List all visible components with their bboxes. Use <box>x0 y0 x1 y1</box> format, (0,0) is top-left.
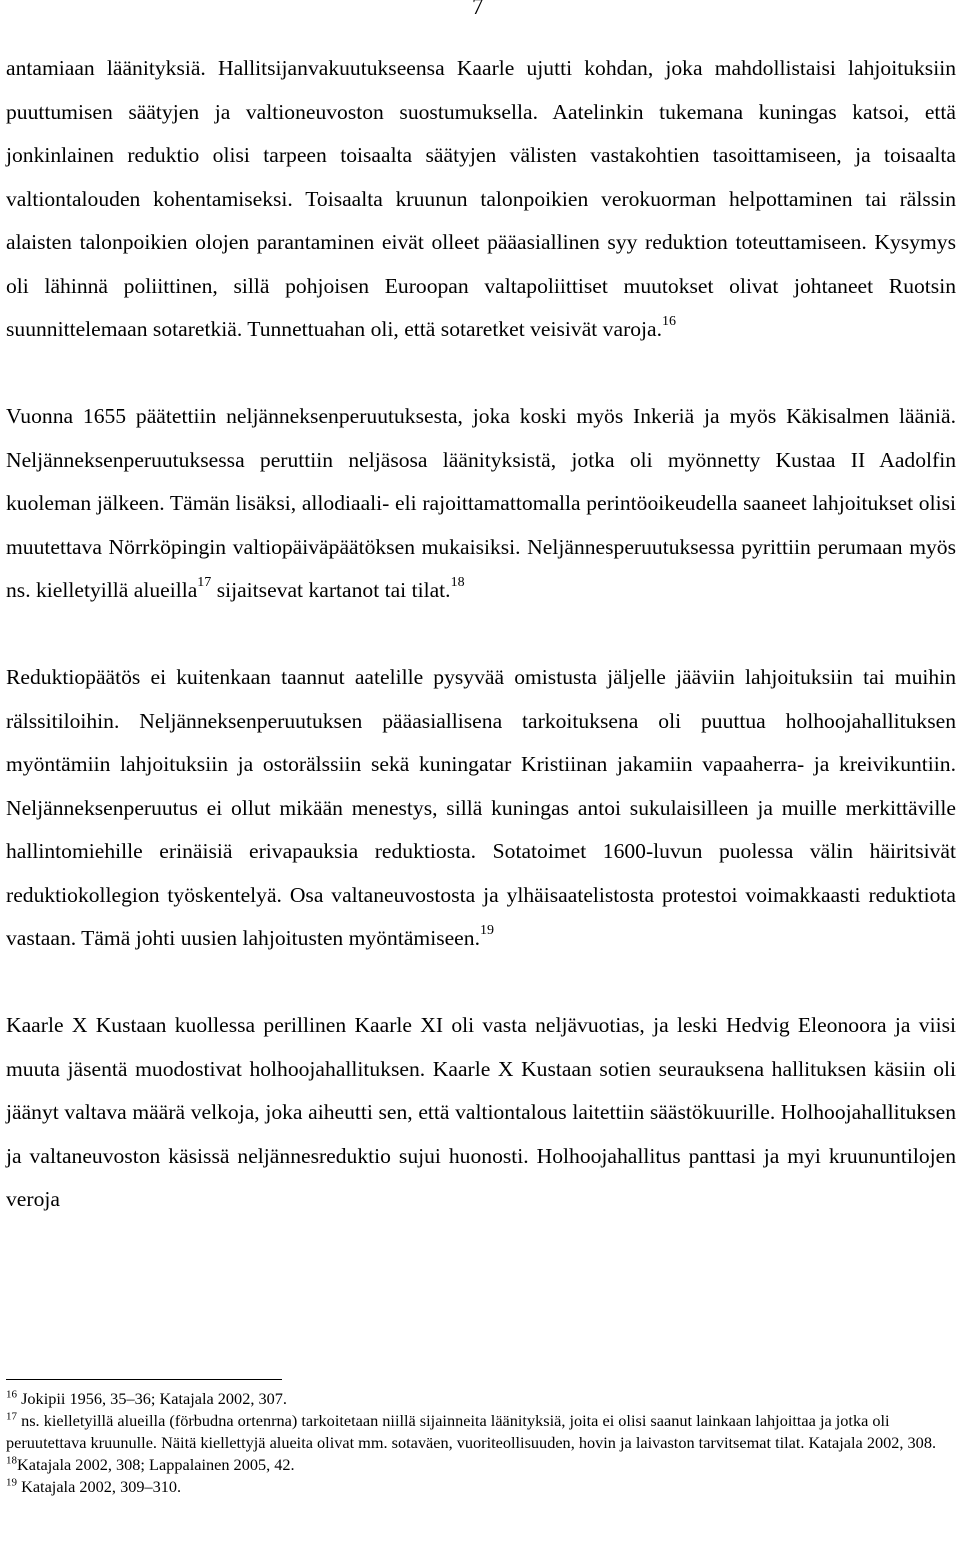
footnote-19 <box>6 1476 956 1498</box>
footnote-17 <box>6 1410 956 1454</box>
paragraph-2-text-1: Vuonna 1655 päätettiin neljänneksenperuutuksesta, joka koski myös Inkeriä ja myös Käkisalmen lääniä. Neljänneksenperuutuksessa peruttiin neljäsosa läänityksistä, jotka oli myönnetty Kustaa II Aadolfin kuoleman jälkeen. Tämän lisäksi, allodiaali- eli rajoittamattomalla perintöoikeudella saaneet lahjoitukset olisi muutettava Nörrköpingin valtiopäiväpäätöksen mukaisiksi. Neljännesperuutuksessa pyrittiin perumaan myös ns. kielletyillä alueilla <box>6 404 956 602</box>
footnote-number: 18 <box>6 1454 17 1467</box>
footnote-16 <box>6 1388 956 1410</box>
footnote-divider <box>6 1379 282 1380</box>
page-number: 7 <box>472 0 484 19</box>
footnote-text: Katajala 2002, 309–310. <box>17 1477 182 1496</box>
paragraph-2-text-2: sijaitsevat kartanot tai tilat. <box>211 578 451 602</box>
footnote-text: ns. kielletyillä alueilla (förbudna ortenrna) tarkoitetaan niillä sijainneita läänityksiä, joita ei olisi saanut lainkaan lahjoittaa ja jotka oli peruutettava kruunulle. Näitä kiellettyjä alueita olivat mm. sotaväen, vuoriteollisuuden, hovin ja laivaston tarvitsemat tilat. Katajala 2002, 308. <box>6 1411 937 1452</box>
footnote-ref-19: 19 <box>479 922 494 938</box>
footnote-number: 17 <box>6 1410 17 1423</box>
paragraph-4 <box>6 1004 956 1222</box>
body-text <box>6 47 956 1222</box>
paragraph-4-text-1: Kaarle X Kustaan kuollessa perillinen Kaarle XI oli vasta neljävuotias, ja leski Hedvig Eleonoora ja viisi muuta jäsentä muodostivat holhoojahallituksen. Kaarle X Kustaan sotien seurauksena hallituksen käsiin oli jäänyt valtava määrä velkoja, joka aiheutti sen, että valtiontalous laitettiin säästökuurille. Holhoojahallituksen ja valtaneuvoston käsissä neljännesreduktio sujui huonosti. Holhoojahallitus panttasi ja myi kruununtilojen veroja <box>6 1013 956 1211</box>
footnote-ref-17: 17 <box>197 574 212 590</box>
footnote-ref-18: 18 <box>450 574 465 590</box>
paragraph-3 <box>6 656 956 961</box>
paragraph-3-text-1: Reduktiopäätös ei kuitenkaan taannut aatelille pysyvää omistusta jäljelle jääviin lahjoituksiin tai muihin rälssitiloihin. Neljänneksenperuutuksen pääasiallisena tarkoituksena oli puuttua holhoojahallituksen myöntämiin lahjoituksiin ja ostorälssiin sekä kuningatar Kristiinan jakamiin vapaaherra- ja kreivikuntiin. Neljänneksenperuutus ei ollut mikään menestys, sillä kuningas antoi sukulaisilleen ja muille merkittäville hallintomiehille erinäisiä erivapauksia reduktiosta. Sotatoimet 1600-luvun puolessa välin häiritsivät reduktiokollegion työskentelyä. Osa valtaneuvostosta ja ylhäisaatelistosta protestoi voimakkaasti reduktiota vastaan. Tämä johti uusien lahjoitusten myöntämiseen. <box>6 665 956 950</box>
footnote-text: Jokipii 1956, 35–36; Katajala 2002, 307. <box>17 1389 287 1408</box>
footnote-text: Katajala 2002, 308; Lappalainen 2005, 42. <box>17 1455 295 1474</box>
paragraph-1-text-1: antamiaan läänityksiä. Hallitsijanvakuutukseensa Kaarle ujutti kohdan, joka mahdollistaisi lahjoituksiin puuttumisen säätyjen ja valtioneuvoston suostumuksella. Aatelinkin tukemana kuningas katsoi, että jonkinlainen reduktio olisi tarpeen toisaalta säätyjen välisten vastakohtien tasoittamiseen, ja toisaalta valtiontalouden kohentamiseksi. Toisaalta kruunun talonpoikien verokuorman helpottaminen tai rälssin alaisten talonpoikien olojen parantaminen eivät olleet pääasiallinen syy reduktion toteuttamiseen. Kysymys oli lähinnä poliittinen, sillä pohjoisen Euroopan valtapoliittiset muutokset olivat johtaneet Ruotsin suunnittelemaan sotaretkiä. Tunnettuahan oli, että sotaretket veisivät varoja. <box>6 56 956 341</box>
footnote-ref-16: 16 <box>662 313 677 329</box>
footnote-number: 19 <box>6 1476 17 1489</box>
footnote-18 <box>6 1454 956 1476</box>
paragraph-1 <box>6 47 956 352</box>
footnotes <box>6 1388 956 1498</box>
footnote-number: 16 <box>6 1388 17 1401</box>
paragraph-2 <box>6 395 956 613</box>
